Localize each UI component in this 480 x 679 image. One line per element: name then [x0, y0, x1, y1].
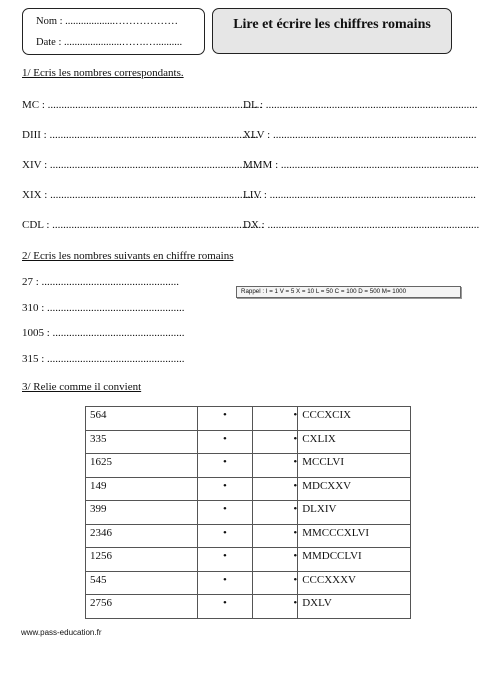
table-row: [86, 595, 411, 619]
exercise-line[interactable]: 27 : ..................................................: [22, 276, 180, 288]
bullet-left[interactable]: •: [197, 501, 253, 525]
table-row: [86, 524, 411, 548]
page-title: Lire et écrire les chiffres romains: [233, 17, 431, 32]
table-row: [86, 454, 411, 478]
table-row: [86, 501, 411, 525]
bullet-left[interactable]: •: [197, 430, 253, 454]
bullet-left[interactable]: •: [197, 571, 253, 595]
table-row: [86, 430, 411, 454]
footer-url[interactable]: www.pass-education.fr: [21, 628, 102, 637]
exercise-line[interactable]: MMM : ........................................................................: [243, 159, 479, 171]
table-row: [86, 571, 411, 595]
roman-cell: DXLV: [298, 595, 411, 619]
bullet-right[interactable]: •: [293, 409, 298, 421]
table-row: [86, 548, 411, 572]
table-row: [86, 407, 411, 431]
exercise-line[interactable]: XIX : .............................................................................: [22, 189, 262, 201]
roman-cell: CCCXXXV: [298, 571, 411, 595]
bullet-left[interactable]: •: [197, 454, 253, 478]
number-cell: 2346: [86, 524, 198, 548]
number-cell: 545: [86, 571, 198, 595]
roman-cell: DLXIV: [298, 501, 411, 525]
exercise-line[interactable]: 1005 : ................................................: [22, 327, 185, 339]
bullet-left[interactable]: •: [197, 407, 253, 431]
exercise-line[interactable]: LIV : ...........................................................................: [243, 189, 476, 201]
bullet-right[interactable]: •: [293, 503, 298, 515]
bullet-right[interactable]: •: [293, 526, 298, 539]
exercise-line[interactable]: DL : .............................................................................: [243, 99, 478, 111]
matching-table: [85, 406, 411, 619]
exercise-line[interactable]: DX : .............................................................................: [243, 219, 480, 231]
exercise-line[interactable]: DIII : ............................................................................: [22, 129, 259, 141]
bullet-right[interactable]: •: [293, 456, 298, 468]
bullet-left[interactable]: •: [197, 548, 253, 572]
number-cell: 335: [86, 430, 198, 454]
roman-cell: MCCLVI: [298, 454, 411, 478]
roman-cell: CXLIX: [298, 430, 411, 454]
bullet-left[interactable]: •: [197, 595, 253, 619]
roman-cell: CCCXCIX: [298, 407, 411, 431]
title-box: [212, 8, 452, 54]
number-cell: 1256: [86, 548, 198, 572]
exercise-line[interactable]: MC : ..............................................................................: [22, 99, 263, 111]
section3-heading: 3/ Relie comme il convient: [22, 381, 142, 393]
number-cell: 399: [86, 501, 198, 525]
bullet-left[interactable]: •: [197, 524, 253, 548]
exercise-line[interactable]: CDL : .............................................................................: [22, 219, 264, 231]
exercise-line[interactable]: XIV : .............................................................................: [22, 159, 262, 171]
name-field[interactable]: Nom : ...................………………: [36, 16, 179, 27]
exercise-line[interactable]: 315 : ..................................................: [22, 353, 185, 365]
bullet-right[interactable]: •: [293, 432, 298, 445]
bullet-right[interactable]: •: [293, 479, 298, 492]
bullet-right[interactable]: •: [293, 573, 298, 586]
bullet-right[interactable]: •: [293, 550, 298, 562]
number-cell: 149: [86, 477, 198, 501]
bullet-left[interactable]: •: [197, 477, 253, 501]
name-date-box: [22, 8, 205, 55]
section1-heading: 1/ Ecris les nombres correspondants.: [22, 67, 184, 79]
bullet-right[interactable]: •: [293, 597, 298, 609]
table-row: [86, 477, 411, 501]
roman-cell: MDCXXV: [298, 477, 411, 501]
number-cell: 564: [86, 407, 198, 431]
number-cell: 2756: [86, 595, 198, 619]
section2-heading: 2/ Ecris les nombres suivants en chiffre romains: [22, 250, 234, 262]
roman-cell: MMDCCLVI: [298, 548, 411, 572]
roman-cell: MMCCCXLVI: [298, 524, 411, 548]
exercise-line[interactable]: XLV : ..........................................................................: [243, 129, 477, 141]
reminder-box: Rappel : I = 1 V = 5 X = 10 L = 50 C = 100 D = 500 M= 1000: [236, 286, 461, 298]
date-field[interactable]: Date : ......................…….…..........: [36, 37, 183, 48]
number-cell: 1625: [86, 454, 198, 478]
exercise-line[interactable]: 310 : ..................................................: [22, 302, 185, 314]
